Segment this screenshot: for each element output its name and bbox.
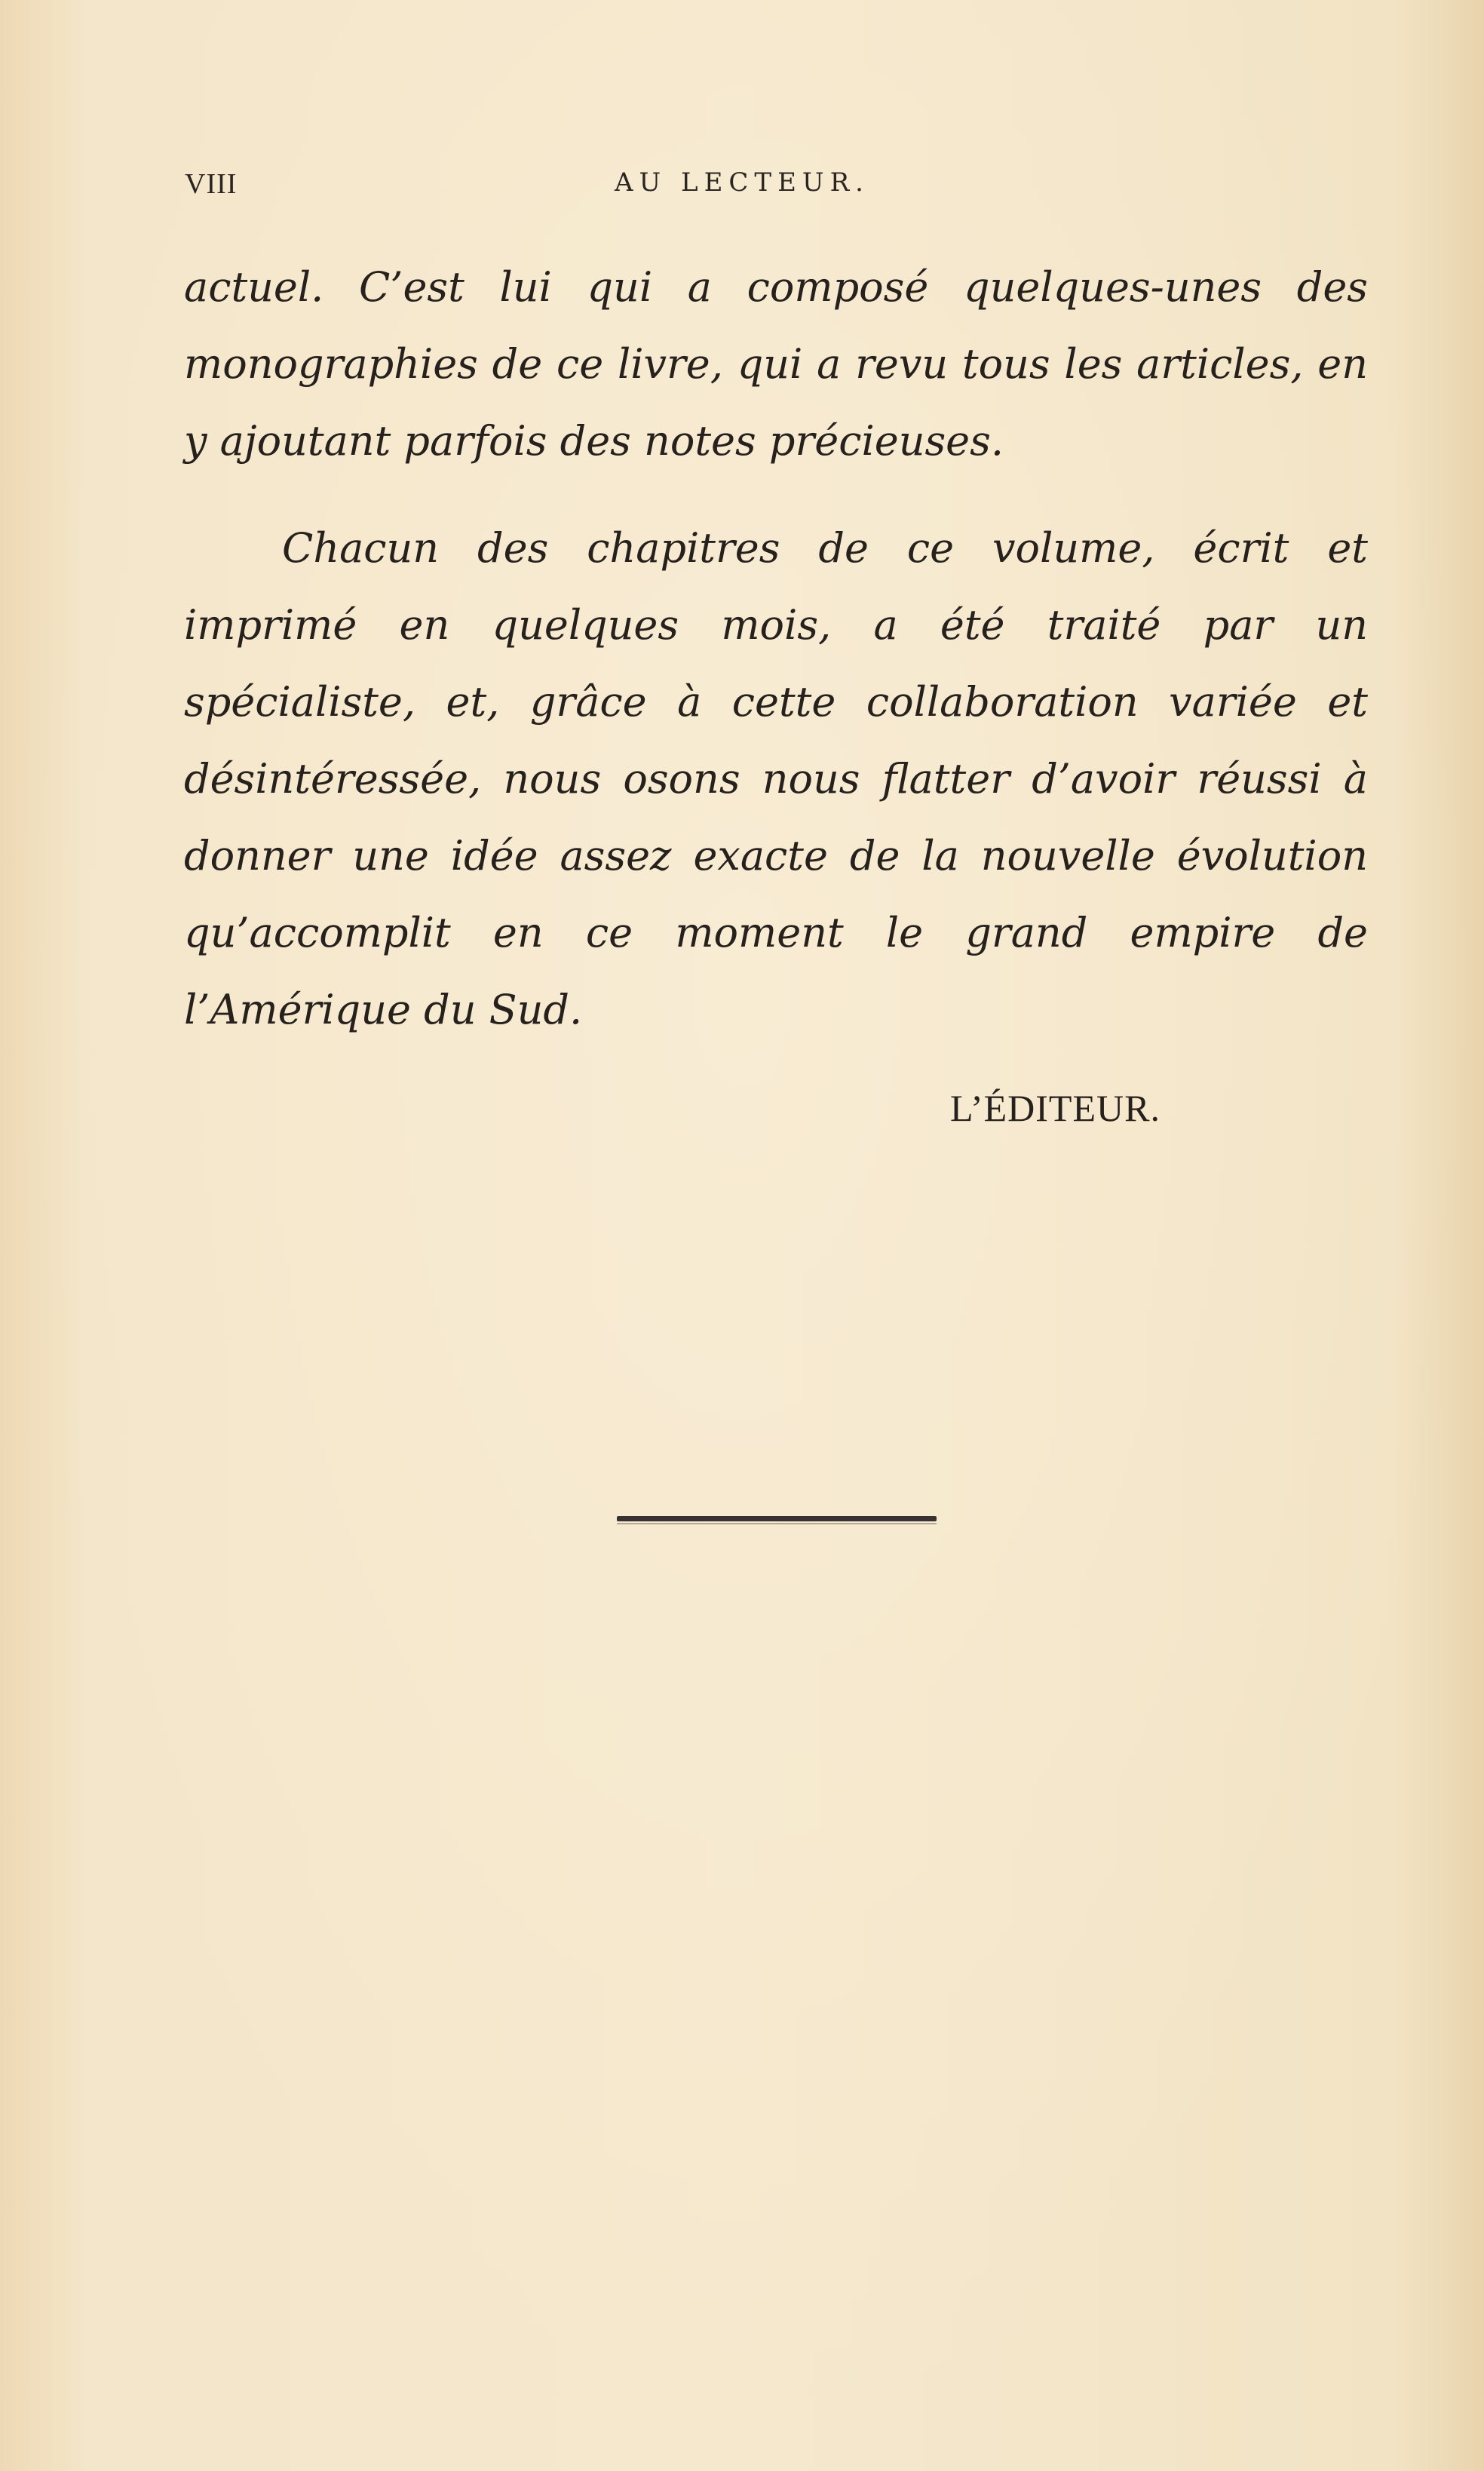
editor-signature: L’ÉDITEUR. — [950, 1087, 1161, 1129]
paragraph-1: actuel. C’est lui qui a composé quelques-unes des monographies de ce livre, qui a revu tous les articles, en y ajoutant parfois des notes précieuses. — [184, 263, 1368, 465]
running-title: AU LECTEUR. — [615, 167, 869, 198]
body-text — [184, 249, 1368, 1048]
page-number: VIII — [185, 168, 238, 200]
running-head — [0, 167, 1484, 213]
paragraph-2: Chacun des chapitres de ce volume, écrit et imprimé en quelques mois, a été traité par un spécialiste, et, grâce à cette collaboration variée et désintéressée, nous osons nous flatter d’avoir réussi à donner une idée assez exacte de la nouvelle évolution qu’accomplit en ce moment le grand empire de l’Amérique du Sud. — [184, 524, 1368, 1033]
closing-rule — [617, 1516, 937, 1521]
